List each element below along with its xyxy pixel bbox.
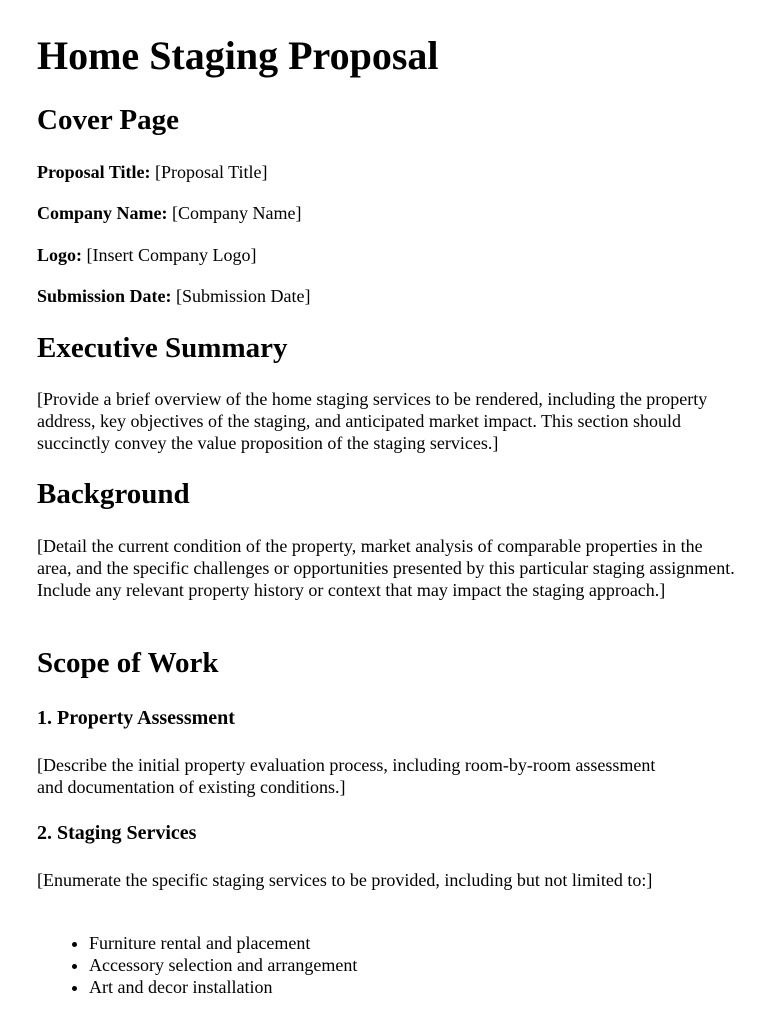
executive-summary-text: [Provide a brief overview of the home staging services to be rendered, including the property address, key objectives of the staging, and anticipated market impact. This section should succinctly convey the value proposition of the staging services.] bbox=[37, 389, 708, 453]
logo-field bbox=[37, 244, 256, 266]
staging-services-list bbox=[37, 932, 739, 998]
company-name-field bbox=[37, 202, 301, 224]
field-label: Submission Date: bbox=[37, 286, 172, 306]
list-item: • Art and decor installation bbox=[89, 976, 739, 998]
property-assessment-text: [Describe the initial property evaluation process, including room-by-room assessment and documentation of existing conditions.] bbox=[37, 755, 656, 797]
cover-page-heading: Cover Page bbox=[37, 104, 179, 136]
field-label: Proposal Title: bbox=[37, 162, 151, 182]
executive-summary-heading: Executive Summary bbox=[37, 332, 288, 364]
field-value: [Proposal Title] bbox=[155, 162, 268, 182]
background-heading: Background bbox=[37, 478, 190, 510]
proposal-title-field bbox=[37, 161, 268, 183]
field-value: [Submission Date] bbox=[176, 286, 311, 306]
background-text: [Detail the current condition of the property, market analysis of comparable properties in the area, and the specific challenges or opportunities presented by this particular staging assignment. Include any relevant property history or context that may impact the staging approach.] bbox=[37, 536, 735, 600]
field-value: [Company Name] bbox=[172, 203, 302, 223]
scope-of-work-heading: Scope of Work bbox=[37, 647, 219, 679]
field-label: Logo: bbox=[37, 245, 82, 265]
list-item: • Furniture rental and placement bbox=[89, 932, 739, 954]
list-item: • Accessory selection and arrangement bbox=[89, 954, 739, 976]
staging-services-heading: 2. Staging Services bbox=[37, 822, 197, 844]
field-label: Company Name: bbox=[37, 203, 168, 223]
submission-date-field bbox=[37, 285, 311, 307]
field-value: [Insert Company Logo] bbox=[86, 245, 257, 265]
document-title: Home Staging Proposal bbox=[37, 33, 439, 78]
property-assessment-heading: 1. Property Assessment bbox=[37, 707, 235, 729]
staging-services-text: [Enumerate the specific staging services to be provided, including but not limited to:] bbox=[37, 870, 653, 890]
